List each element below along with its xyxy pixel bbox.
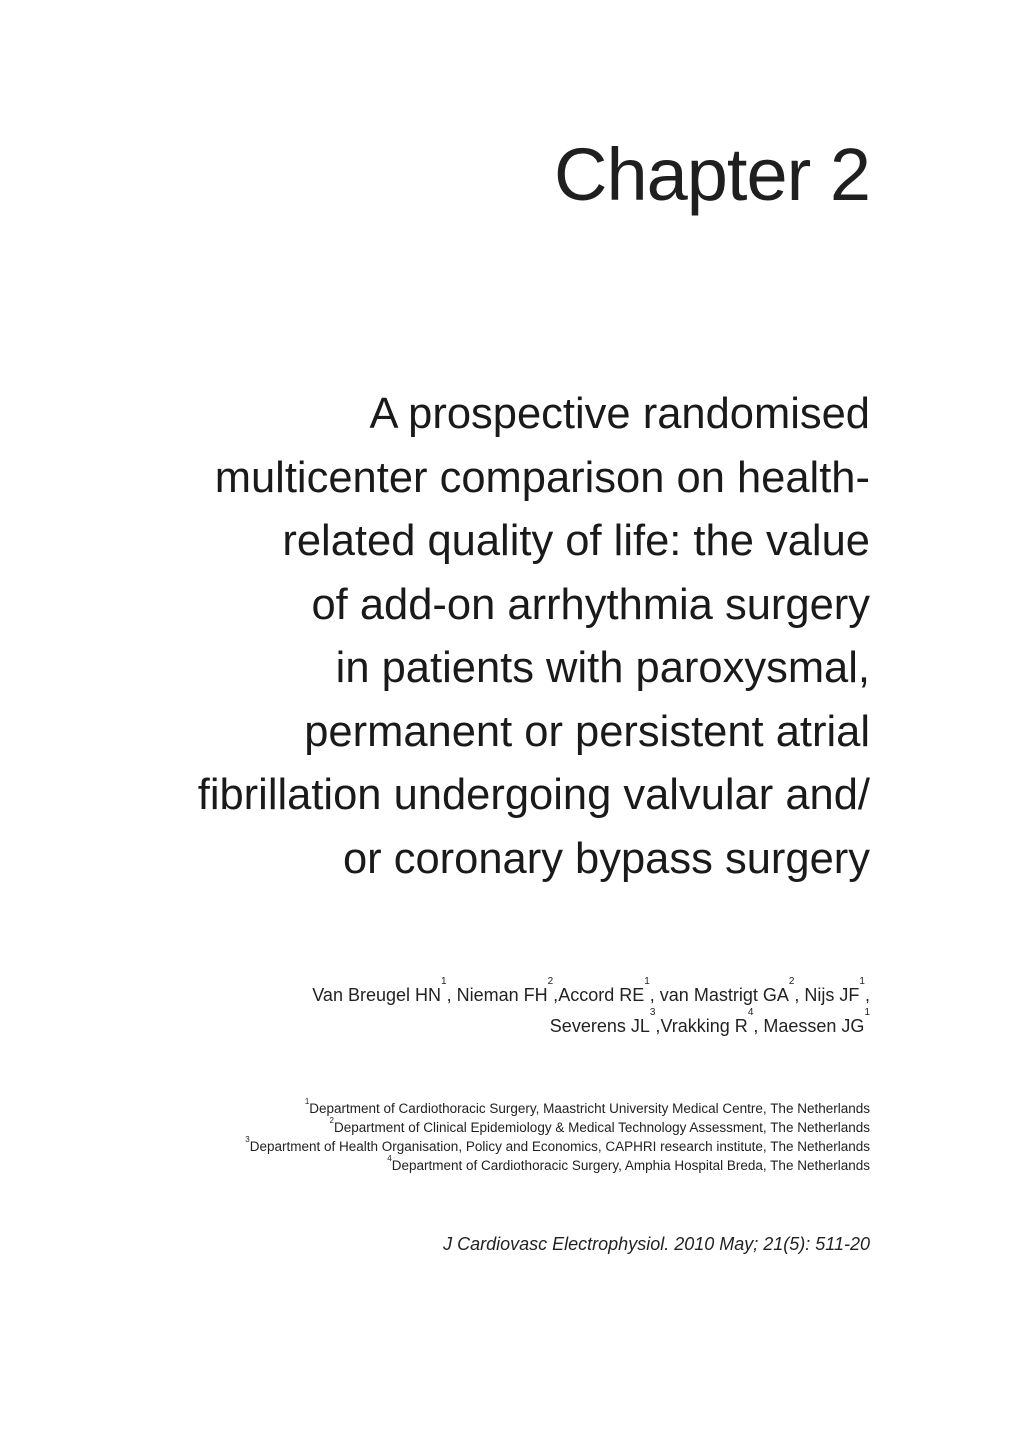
title-line: A prospective randomised <box>369 390 870 438</box>
affiliation-marker: 4 <box>387 1154 392 1163</box>
author-affiliation-marker: 4 <box>747 1007 754 1018</box>
author-name: Severens JL <box>549 1016 650 1036</box>
author-affiliation-marker: 1 <box>864 1007 870 1018</box>
title-line: multicenter comparison on health- <box>214 453 870 502</box>
author-name: Maessen JG <box>763 1016 865 1036</box>
author-name: van Mastrigt GA <box>659 985 789 1005</box>
affiliation-item <box>245 1156 870 1175</box>
author-name: Nijs JF <box>804 985 860 1005</box>
author-separator: , <box>794 985 805 1005</box>
author-name: Accord RE <box>558 985 645 1005</box>
author-separator: , <box>649 985 660 1005</box>
author-line-2 <box>312 1007 870 1042</box>
article-title <box>110 383 870 891</box>
affiliation-marker: 1 <box>304 1097 310 1106</box>
author-separator: , <box>553 985 559 1005</box>
title-line: fibrillation undergoing valvular and/ <box>197 771 870 819</box>
affiliation-text: Department of Clinical Epidemiology & Medical Technology Assessment, The Netherlands <box>333 1120 870 1135</box>
author-name: Vrakking R <box>660 1016 748 1036</box>
author-separator: , <box>446 985 457 1005</box>
affiliation-item <box>245 1118 870 1137</box>
journal-citation: J Cardiovasc Electrophysiol. 2010 May; 21(5): 511-20 <box>443 1234 870 1254</box>
author-affiliation-marker: 1 <box>859 976 865 987</box>
affiliation-item <box>245 1137 870 1156</box>
chapter-heading: Chapter 2 <box>554 133 870 216</box>
author-list <box>312 976 870 1042</box>
author-separator: , <box>864 985 870 1005</box>
title-line: or coronary bypass surgery <box>342 834 870 883</box>
title-line: related quality of life: the value <box>282 517 870 565</box>
affiliation-list <box>245 1099 870 1175</box>
author-separator: , <box>655 1016 661 1036</box>
affiliation-marker: 3 <box>245 1135 250 1144</box>
author-name: Nieman FH <box>456 985 548 1005</box>
author-separator: , <box>753 1016 764 1036</box>
title-line: of add-on arrhythmia surgery <box>311 580 870 629</box>
affiliation-marker: 2 <box>329 1116 334 1125</box>
author-affiliation-marker: 2 <box>547 976 554 987</box>
author-affiliation-marker: 2 <box>788 976 795 987</box>
author-line-1 <box>312 976 870 1011</box>
affiliation-item <box>245 1099 870 1118</box>
affiliation-text: Department of Cardiothoracic Surgery, Amphia Hospital Breda, The Netherlands <box>391 1158 870 1173</box>
affiliation-text: Department of Health Organisation, Policy and Economics, CAPHRI research institute, The Netherlands <box>249 1139 870 1154</box>
author-affiliation-marker: 3 <box>649 1007 656 1018</box>
author-affiliation-marker: 1 <box>441 976 447 987</box>
author-affiliation-marker: 1 <box>644 976 650 987</box>
affiliation-text: Department of Cardiothoracic Surgery, Maastricht University Medical Centre, The Netherlands <box>309 1101 870 1116</box>
title-line: in patients with paroxysmal, <box>335 644 870 692</box>
title-line: permanent or persistent atrial <box>304 707 870 756</box>
author-name: Van Breugel HN <box>312 985 441 1005</box>
